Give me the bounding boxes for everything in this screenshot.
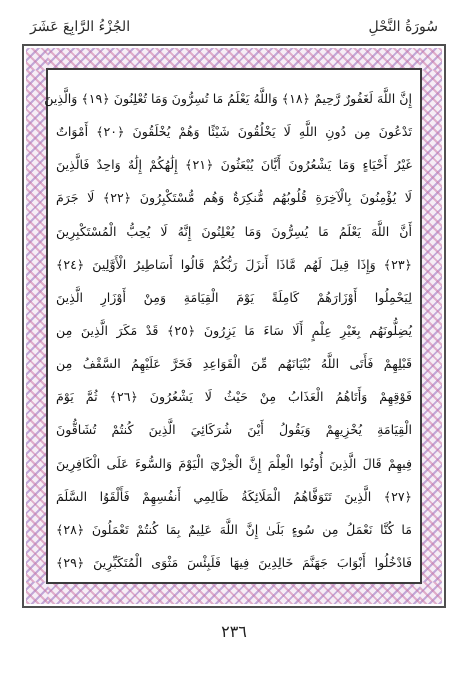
verse-line: يُضِلُّونَهُم بِغَيْرِ عِلْمٍ أَلَا سَاءَ مَا يَزِرُونَ ﴿٢٥﴾ قَدْ مَكَرَ الَّذِينَ مِن: [56, 322, 413, 338]
verse-line: إِنَّ اللَّهَ لَغَفُورٌ رَّحِيمٌ ﴿١٨﴾ وَاللَّهُ يَعْلَمُ مَا تُسِرُّونَ وَمَا تُعْلِنُونَ ﴿١٩﴾ وَالَّذِينَ: [44, 91, 412, 106]
verse-line: فِيهِمْ قَالَ الَّذِينَ أُوتُوا الْعِلْمَ إِنَّ الْخِزْيَ الْيَوْمَ وَالسُّوءَ عَلَى الْكَافِرِينَ: [56, 455, 412, 471]
juz-name: الجُزْءُ الرَّابِعَ عَشَرَ: [30, 19, 131, 35]
verse-line: تَدْعُونَ مِن دُونِ اللَّهِ لَا يَخْلُقُونَ شَيْئًا وَهُمْ يُخْلَقُونَ ﴿٢٠﴾ أَمْوَاتٌ: [56, 124, 412, 140]
surah-name: سُورَةُ النَّحْلِ: [368, 19, 438, 35]
verse-line: فَادْخُلُوا أَبْوَابَ جَهَنَّمَ خَالِدِينَ فِيهَا فَلَبِئْسَ مَثْوَى الْمُتَكَبِّرِينَ ﴿٢٩﴾: [56, 554, 412, 570]
verse-line: ﴿٢٧﴾ الَّذِينَ تَتَوَفَّاهُمُ الْمَلَائِكَةُ ظَالِمِي أَنفُسِهِمْ فَأَلْقَوُا السَّلَمَ: [56, 488, 412, 504]
verse-line: ﴿٢٣﴾ وَإِذَا قِيلَ لَهُم مَّاذَا أَنزَلَ رَبُّكُمْ قَالُوا أَسَاطِيرُ الْأَوَّلِينَ ﴿٢٤﴾: [56, 256, 412, 272]
verse-line: لِيَحْمِلُوا أَوْزَارَهُمْ كَامِلَةً يَوْمَ الْقِيَامَةِ وَمِنْ أَوْزَارِ الَّذِينَ: [56, 289, 412, 305]
verse-line: لَا يُؤْمِنُونَ بِالْآخِرَةِ قُلُوبُهُم مُّنكِرَةٌ وَهُم مُّسْتَكْبِرُونَ ﴿٢٢﴾ لَا جَرَمَ: [56, 190, 412, 206]
verse-line: مَا كُنَّا نَعْمَلُ مِن سُوءٍ بَلَىٰ إِنَّ اللَّهَ عَلِيمٌ بِمَا كُنتُمْ تَعْمَلُونَ ﴿٢٨﴾: [56, 521, 412, 537]
verse-text-block: [44, 86, 413, 576]
page-number: ٢٣٦: [221, 622, 247, 641]
verse-line: فَوْقِهِمْ وَأَتَاهُمُ الْعَذَابُ مِنْ حَيْثُ لَا يَشْعُرُونَ ﴿٢٦﴾ ثُمَّ يَوْمَ: [56, 389, 412, 405]
page-header: [30, 14, 438, 40]
verse-line: الْقِيَامَةِ يُخْزِيهِمْ وَيَقُولُ أَيْنَ شُرَكَائِيَ الَّذِينَ كُنتُمْ تُشَاقُّونَ: [56, 422, 412, 438]
verse-line: غَيْرُ أَحْيَاءٍ وَمَا يَشْعُرُونَ أَيَّانَ يُبْعَثُونَ ﴿٢١﴾ إِلَٰهُكُمْ إِلَٰهٌ وَاحِدٌ فَالَّذِينَ: [56, 157, 412, 173]
verse-line: أَنَّ اللَّهَ يَعْلَمُ مَا يُسِرُّونَ وَمَا يُعْلِنُونَ إِنَّهُ لَا يُحِبُّ الْمُسْتَكْبِرِينَ: [56, 223, 412, 239]
verse-line: قَبْلِهِمْ فَأَتَى اللَّهُ بُنْيَانَهُم مِّنَ الْقَوَاعِدِ فَخَرَّ عَلَيْهِمُ السَّقْفُ مِن: [56, 356, 412, 372]
